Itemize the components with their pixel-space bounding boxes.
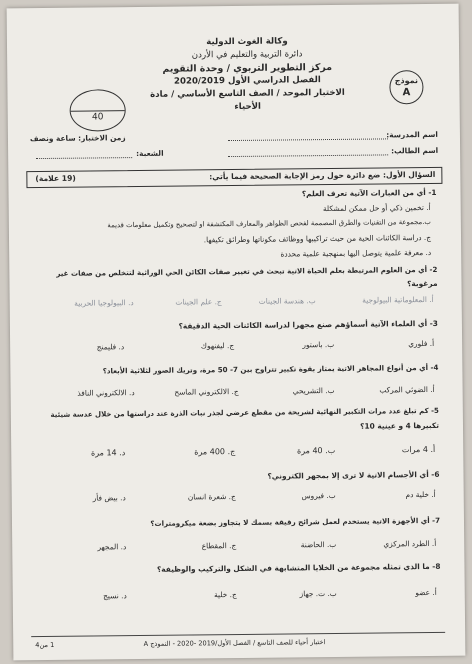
q2-option-a[interactable]: أ. المعلوماتية البيولوجية (362, 294, 434, 305)
page-number: 1 من4 (35, 640, 55, 650)
q8-option-d[interactable]: د. نسيج (103, 591, 127, 601)
q3-option-a[interactable]: أ. فلوري (408, 338, 435, 349)
q4-options (55, 385, 435, 401)
question-6: 6- أي الأجسام الاتية لا ترى إلا بمجهر الكتروني؟ (267, 469, 440, 481)
q7-options (56, 539, 436, 555)
q8-option-a[interactable]: أ. عضو (415, 587, 437, 598)
q8-options (57, 588, 437, 604)
student-field[interactable] (228, 154, 388, 157)
q5-option-d[interactable]: د. 14 مرة (90, 448, 126, 458)
q7-option-b[interactable]: ب. الحاضنة (300, 539, 337, 550)
q4-option-b[interactable]: ب. التشريحي (292, 385, 335, 396)
q8-option-c[interactable]: ج. خلية (214, 590, 237, 600)
q3-option-c[interactable]: ج. ليفنهوك (200, 341, 235, 351)
center-name: مركز التطوير التربوي / وحدة التقويم (162, 61, 333, 75)
question-5-line2: تكبيرها 4 و عينية 10؟ (360, 420, 440, 431)
section-label: الشعبة: (136, 148, 164, 159)
exam-header (147, 35, 348, 115)
semester: الفصل الدراسي الأول 2020/2019 (173, 75, 321, 87)
q3-option-d[interactable]: د. فليمنج (96, 342, 125, 352)
q1-option-a[interactable]: أ. تخمين ذكي أو حل ممكن لمشكلة (322, 202, 431, 214)
model-badge (389, 70, 423, 104)
q4-option-a[interactable]: أ. الضوئي المركب (379, 384, 435, 395)
q2-option-b[interactable]: ب. هندسة الجينات (258, 296, 316, 306)
q6-option-c[interactable]: ج. شعرة انسان (187, 492, 236, 502)
q5-option-b[interactable]: ب. 40 مرة (296, 445, 336, 456)
section-title-box (26, 167, 442, 188)
question-3: 3- أي العلماء الآتية أسماؤهم صنع مجهرا لدراسة الكائنات الحية الدقيقة؟ (178, 318, 438, 331)
footer-text: اختبار أحياء للصف التاسع / الفصل الأول/2019 -2020 - النموذج A (143, 638, 326, 648)
grade-oval (69, 89, 125, 132)
q2-option-d[interactable]: د. البيولوجيا الحربية (74, 298, 134, 308)
exam-title: الاختبار الموحد / الصف التاسع الأساسي / مادة الأحياء (150, 87, 345, 113)
question-7: 7- أي الأجهزة الاتية يستخدم لعمل شرائح رقيقة بسمك لا يتجاوز بضعة ميكرومترات؟ (150, 515, 441, 528)
q7-option-a[interactable]: أ. الطرد المركزي (383, 538, 437, 549)
section-title: السؤال الأول: ضع دائرة حول رمز الإجابة الصحيحة فيما يأتي: (209, 169, 436, 182)
model-label: نموذج (394, 76, 419, 86)
question-2-line2: مرغوبة؟ (407, 278, 438, 289)
student-label: اسم الطالب: (391, 145, 439, 156)
q1-option-c[interactable]: ج. دراسة الكائنات الحية من حيث تراكيبها ووظائف مكوناتها وطرائق تكيفها. (203, 232, 432, 245)
q6-option-a[interactable]: أ. خلية دم (405, 489, 436, 500)
agency-name: وكالة الغوث الدولية (206, 36, 288, 48)
q6-option-b[interactable]: ب. فيروس (301, 490, 336, 501)
grade-total: 40 (91, 112, 104, 123)
section-marks: (19 علامة) (35, 173, 76, 184)
q6-options (56, 490, 436, 506)
q1-option-d[interactable]: د. معرفة علمية يتوصل اليها بمنهجية علمية محددة (280, 247, 432, 259)
q3-option-b[interactable]: ب. باستور (302, 339, 335, 350)
q5-option-a[interactable]: أ. 4 مرات (401, 444, 436, 455)
question-2-line1: 2- أي من العلوم المرتبطة بعلم الحياة الاتية تبحث في تغيير صفات الكائن الحي الوراثية لتتخلص من صفات غير (56, 264, 438, 278)
q1-option-b[interactable]: ب.مجموعة من التقنيات والطرق المصممة لفحص الظواهر والمعارف المكتشفة او لتصحيح وتكميل معلومات قديمة (107, 217, 431, 230)
section-field[interactable] (36, 157, 132, 159)
q5-options (55, 445, 435, 461)
q6-option-d[interactable]: د. بيض فأر (92, 493, 126, 503)
duration-label: زمن الاختبار: ساعة ونصف (29, 133, 126, 144)
question-5-line1: 5- كم تبلغ عدد مرات التكبير النهائية لشريحة من مقطع عرضي لجذر نبات الذرة عند دراستها من خلال عدسة شيئية (50, 406, 439, 419)
department-name: دائرة التربية والتعليم في الأردن (191, 49, 303, 61)
model-letter: A (402, 87, 411, 99)
question-4: 4- أي من أنواع المجاهر الاتية يمتاز بقوة تكبير تتراوح بين 7- 50 مرة، وتريك الصور لثلاثية الأبعاد؟ (102, 362, 439, 376)
q7-option-c[interactable]: ج. المقطاع (201, 541, 237, 551)
exam-paper (7, 4, 466, 661)
q4-option-c[interactable]: ج. الالكتروني الماسح (174, 386, 239, 397)
q4-option-d[interactable]: د. الالكتروني النافذ (77, 388, 135, 398)
q2-option-c[interactable]: ج. علم الجينات (175, 297, 222, 307)
question-1: 1- أي من العبارات الآتية تعرف العلم؟ (301, 187, 437, 199)
school-field[interactable] (228, 138, 388, 141)
page-footer (31, 632, 445, 650)
q3-options (54, 339, 434, 355)
q5-option-c[interactable]: ج. 400 مرة (194, 447, 236, 457)
question-8: 8- ما الذي تمثله مجموعة من الخلايا المتشابهة في الشكل والتركيب والوظيفة؟ (156, 561, 441, 574)
q2-options (54, 295, 434, 311)
school-label: اسم المدرسة: (386, 129, 438, 140)
q7-option-d[interactable]: د. المجهر (97, 542, 127, 552)
q8-option-b[interactable]: ب. ت. جهاز (299, 588, 337, 599)
